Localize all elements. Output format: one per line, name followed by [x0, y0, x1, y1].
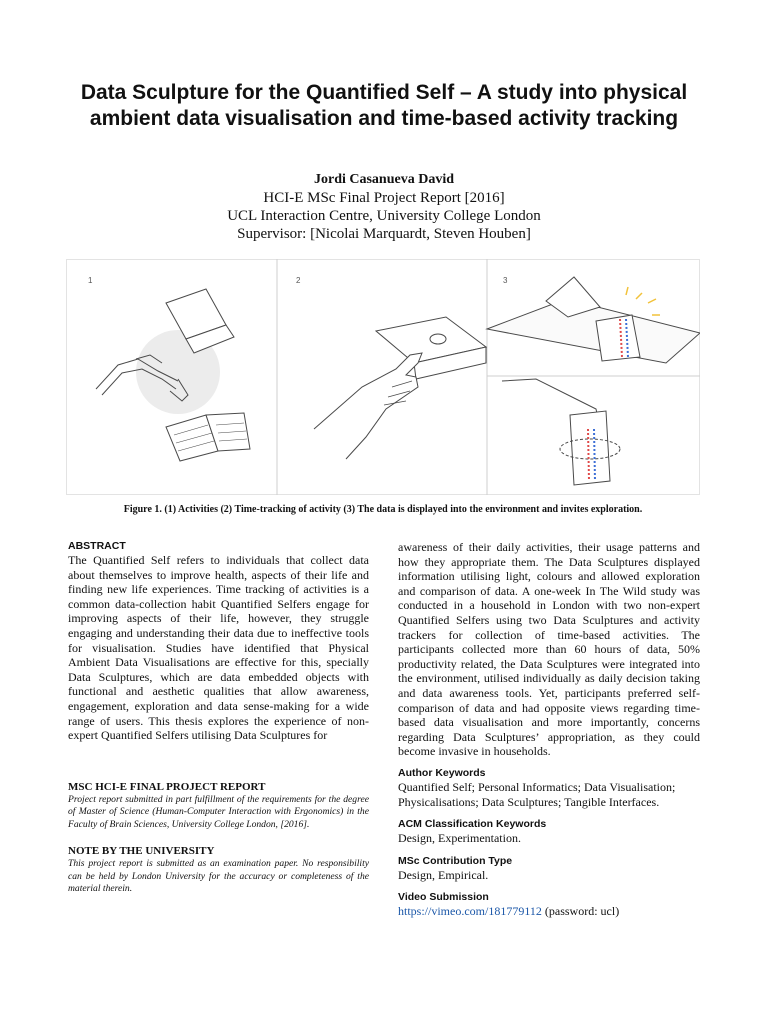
- panel-label-2: 2: [296, 276, 301, 285]
- right-column: [398, 540, 700, 919]
- acm-keywords-heading: ACM Classification Keywords: [398, 818, 547, 831]
- author-keywords-text: Quantified Self; Personal Informatics; Data Visualisation; Physicalisations; Data Sculptures; Tangible Interfaces.: [398, 779, 676, 809]
- university-note-text: This project report is submitted as an examination paper. No responsibility can be held by London University for the accuracy or completeness of the material therein.: [68, 858, 369, 895]
- author-name: Jordi Casanueva David: [313, 172, 455, 187]
- paper-title: Data Sculpture for the Quantified Self – A study into physical ambient data visualisation and time-based activity tracking: [80, 81, 688, 130]
- video-line: [398, 904, 700, 919]
- panel-label-1: 1: [88, 276, 93, 285]
- abstract-heading: ABSTRACT: [68, 540, 126, 552]
- tracker-dial-icon: [430, 334, 446, 344]
- author-block: [0, 171, 768, 243]
- figure-illustration: [66, 259, 700, 495]
- left-column: [68, 540, 369, 896]
- contribution-text: Design, Empirical.: [398, 867, 489, 882]
- acm-keywords-text: Design, Experimentation.: [398, 831, 521, 846]
- data-sculpture-icon: [570, 411, 610, 485]
- affiliation-line: HCI-E MSc Final Project Report [2016]: [263, 190, 505, 206]
- affiliation-line: Supervisor: [Nicolai Marquardt, Steven Houben]: [237, 226, 531, 242]
- video-password: (password: ucl): [541, 904, 620, 919]
- video-heading: Video Submission: [398, 891, 489, 904]
- contribution-heading: MSc Contribution Type: [398, 854, 513, 867]
- video-link[interactable]: https://vimeo.com/181779112: [398, 904, 542, 919]
- affiliation-line: UCL Interaction Centre, University College London: [227, 208, 541, 224]
- figure-1: [66, 259, 700, 495]
- data-sculpture-icon: [596, 315, 640, 361]
- university-note-heading: NOTE BY THE UNIVERSITY: [68, 845, 215, 858]
- panel-label-3: 3: [503, 276, 508, 285]
- author-keywords-heading: Author Keywords: [398, 766, 486, 779]
- figure-caption: Figure 1. (1) Activities (2) Time-tracking of activity (3) The data is displayed into the environment and invites exploration.: [123, 504, 643, 515]
- abstract-text-part2: awareness of their daily activities, their usage patterns and how they appropriate them. The Data Sculptures displayed information utilising light, colours and allowed exploration and comparison of data. A one-week In The Wild study was conducted in a household in London with two non-expert Quantified Selfers using two Data Sculptures and activity trackers for collection of time-based activities. The participants collected more than 60 hours of data, 50% productivity related, the Data Sculptures were integrated into the environment, utilised individually as daily decision taking and data awareness tools. Yet, participants preferred self-comparison of data and had opposite views regarding time-based data visualisation and more importantly, concerns regarding Data Sculptures’ appropriation, as they could become invasive in households.: [398, 540, 700, 759]
- abstract-text-part1: The Quantified Self refers to individuals that collect data about themselves to improve health, aspects of their life and finding new life experiences. Time tracking of activities is a common data-collection habit Quantified Selfers engage for improving aspects of their life, however, they struggle engaging and understanding their data due to ineffective tools for visualisation. Studies have identified that Physical Ambient Data Visualisations are effective for this, specially Data Sculptures, which are data embedded objects with functional and aesthetic qualities that allow awareness, engagement, exploration and data sense-making for a wide range of users. This thesis explores the experience of non-expert Quantified Selfers utilising Data Sculptures for: [68, 553, 369, 743]
- msc-report-heading: MSC HCI-E FINAL PROJECT REPORT: [68, 780, 266, 793]
- msc-report-text: Project report submitted in part fulfillment of the requirements for the degree of Master of Science (Human-Computer Interaction with Ergonomics) in the Faculty of Brain Sciences, University College London, [2016].: [68, 793, 369, 830]
